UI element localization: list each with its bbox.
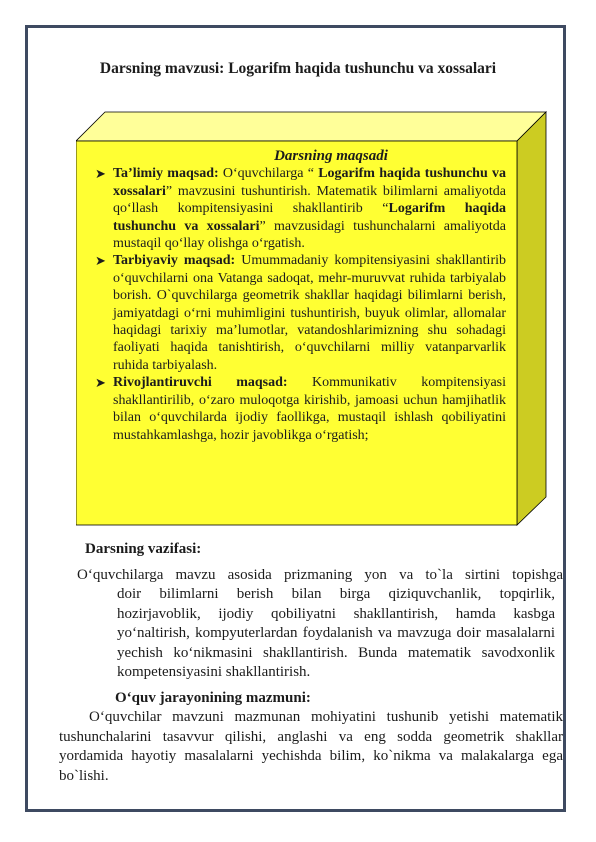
arrow-bullet-icon: ➤	[95, 253, 106, 269]
goals-heading: Darsning maqsadi	[274, 148, 388, 164]
arrow-bullet-icon: ➤	[95, 166, 106, 182]
goal-item-tarbiyaviy	[88, 252, 506, 374]
jarayon-paragraph: O‘quvchilar mavzuni mazmunan mohiyatini tushunib yetishi matematik tushunchalarini tasavvur qilishi, anglashi va eng sodda geometrik shakllar yordamida hayotiy masalalarni yechishda bilim, ko`nikma va malakalarga ega bo`lishi.	[59, 709, 563, 784]
lesson-details	[59, 540, 563, 786]
vazifasi-paragraph	[77, 566, 563, 683]
goal-label: Rivojlantiruvchi maqsad:	[113, 375, 288, 391]
vazifasi-heading: Darsning vazifasi:	[85, 541, 202, 557]
goal-label: Ta’limiy maqsad:	[113, 166, 219, 182]
goal-item-talimiy	[88, 165, 506, 252]
goal-text: Ta’limiy maqsad: O‘quvchilarga “ Logarifm haqida tushunchu va xossalari” mavzusini tushuntirish. Matematik bilimlarni amaliyotda qo‘llash kompitensiyasini shakllantirib “Logarifm haqida tushunchu va xossalari” mavzusidagi tushunchalarni amaliyotda mustaqil qo‘llay olishga o‘rgatish.	[113, 166, 507, 252]
jarayon-heading: O‘quv jarayonining mazmuni:	[115, 689, 311, 706]
vazifasi-rest: doir bilimlarni berish bilan birga qiziquvchanlik, topqirlik, hozirjavoblik, ijodiy qobiliyatni shakllantirish, hamda kasbga yo‘naltirish, kompyuterlardan foydalanish va mavzuga doir masalalarni yechish ko‘nikmasini shakllantirish. Bunda matematik savodxonlik kompetensiyasini shakllantirish.	[117, 586, 555, 680]
arrow-bullet-icon: ➤	[95, 375, 106, 391]
goal-label: Tarbiyaviy maqsad:	[113, 253, 236, 269]
goal-item-rivojlantiruvchi	[88, 374, 506, 444]
goal-text: Rivojlantiruvchi maqsad: Kommunikativ kompitensiyasi shakllantirilib, o‘zaro muloqotga kirishib, jamoasi uchun hamjihatlik bilan o‘quvchilarda ijodiy faollikga, mustaqil ishlash qobiliyatini mustahkamlashga, hozir javoblikga o‘rgatish;	[113, 375, 507, 443]
page-title: Darsning mavzusi: Logarifm haqida tushunchu va xossalari	[99, 60, 497, 77]
cube-side-face	[517, 112, 546, 525]
cube-top-face	[76, 112, 546, 141]
vazifasi-first-line: O‘quvchilarga mavzu asosida prizmaning yon va to`la sirtini topishga	[77, 566, 563, 583]
goal-text: Tarbiyaviy maqsad: Umummadaniy kompitensiyasini shakllantirib o‘quvchilarni ona Vatanga sadoqat, mehr-muruvvat ruhida tarbiyalab borish. O`quvchilarga geometrik shakllar haqidagi bilimlarni berish, jamiyatdagi o‘rni muhimligini tushuntirish, buyuk olimlar, allomalar haqidagi tarixiy ma’lumotlar, vatandoshlarimizning shu sohadagi faoliyati haqida tanishtirish, o‘quvchilarni milliy vatanparvarlik ruhida tarbiyalash.	[113, 253, 506, 373]
goals-box	[76, 111, 548, 526]
goals-content	[88, 148, 506, 444]
